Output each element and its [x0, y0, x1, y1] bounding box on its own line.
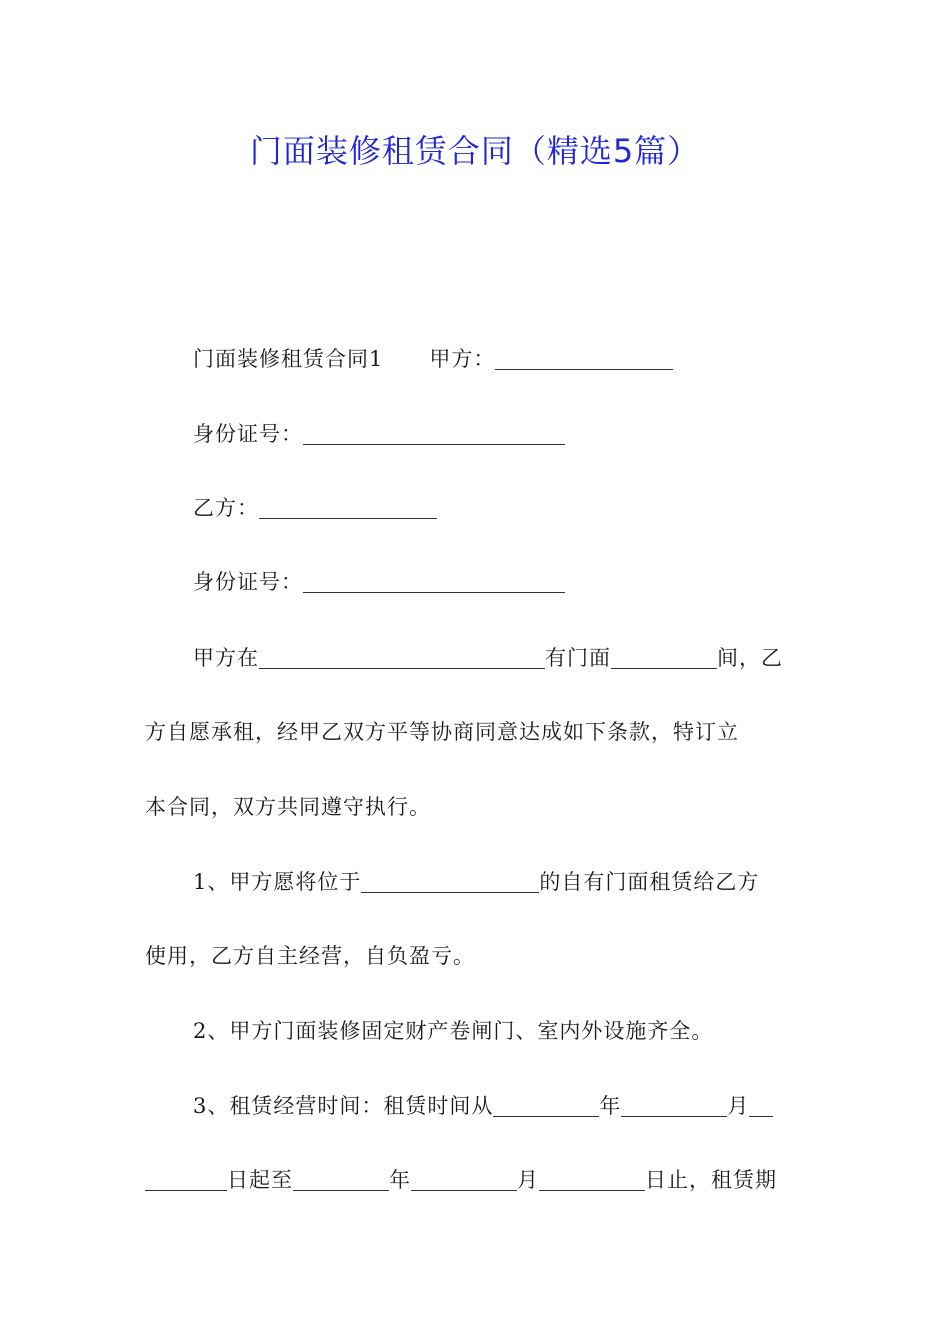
text-segment: 日止，租赁期: [645, 1168, 777, 1192]
text-segment: 1、甲方愿将位于: [193, 870, 362, 894]
party-b-blank: [259, 500, 437, 519]
party-a-blank: [495, 351, 673, 370]
paragraph-line: 使用，乙方自主经营，自负盈亏。: [145, 944, 475, 968]
party-b-line: [193, 498, 437, 519]
party-b-id-blank: [303, 574, 565, 593]
end-year-blank: [293, 1172, 389, 1191]
text-segment: 月: [727, 1094, 750, 1118]
clause-1-line: [193, 872, 759, 893]
paragraph-line: [193, 648, 783, 669]
text-segment: 甲方在: [193, 646, 259, 670]
text-segment: 年: [599, 1094, 622, 1118]
party-a-id-line: [193, 424, 565, 445]
party-a-label: 甲方：: [429, 347, 496, 371]
paragraph-line: 本合同，双方共同遵守执行。: [145, 795, 431, 819]
start-day-blank: [749, 1098, 773, 1117]
text-segment: 月: [517, 1168, 539, 1192]
paragraph-line: [145, 1170, 777, 1191]
start-year-blank: [493, 1098, 599, 1117]
text-segment: 年: [389, 1168, 411, 1192]
contract-heading-line: [193, 349, 673, 370]
text-segment: 间，乙: [717, 646, 783, 670]
count-blank: [611, 650, 717, 669]
text-segment: 日起至: [227, 1168, 293, 1192]
contract-number-label: 门面装修租赁合同1: [193, 347, 384, 371]
clause-3-line: [193, 1096, 773, 1117]
id-number-label: 身份证号：: [193, 570, 303, 594]
clause-2-line: 2、甲方门面装修固定财产卷闸门、室内外设施齐全。: [193, 1019, 714, 1043]
paragraph-line: 方自愿承租，经甲乙双方平等协商同意达成如下条款，特订立: [145, 720, 739, 744]
address-blank: [361, 874, 539, 893]
end-month-blank: [411, 1172, 517, 1191]
start-month-blank: [621, 1098, 727, 1117]
start-day-blank: [145, 1172, 227, 1191]
text-segment: 有门面: [545, 646, 611, 670]
location-blank: [259, 650, 545, 669]
id-number-label: 身份证号：: [193, 422, 303, 446]
party-a-id-blank: [303, 426, 565, 445]
party-b-id-line: [193, 572, 565, 593]
party-b-label: 乙方：: [193, 496, 259, 520]
end-day-blank: [539, 1172, 645, 1191]
document-title: 门面装修租赁合同（精选5篇）: [249, 132, 701, 170]
text-segment: 3、租赁经营时间：租赁时间从: [193, 1094, 494, 1118]
text-segment: 的自有门面租赁给乙方: [539, 870, 760, 894]
